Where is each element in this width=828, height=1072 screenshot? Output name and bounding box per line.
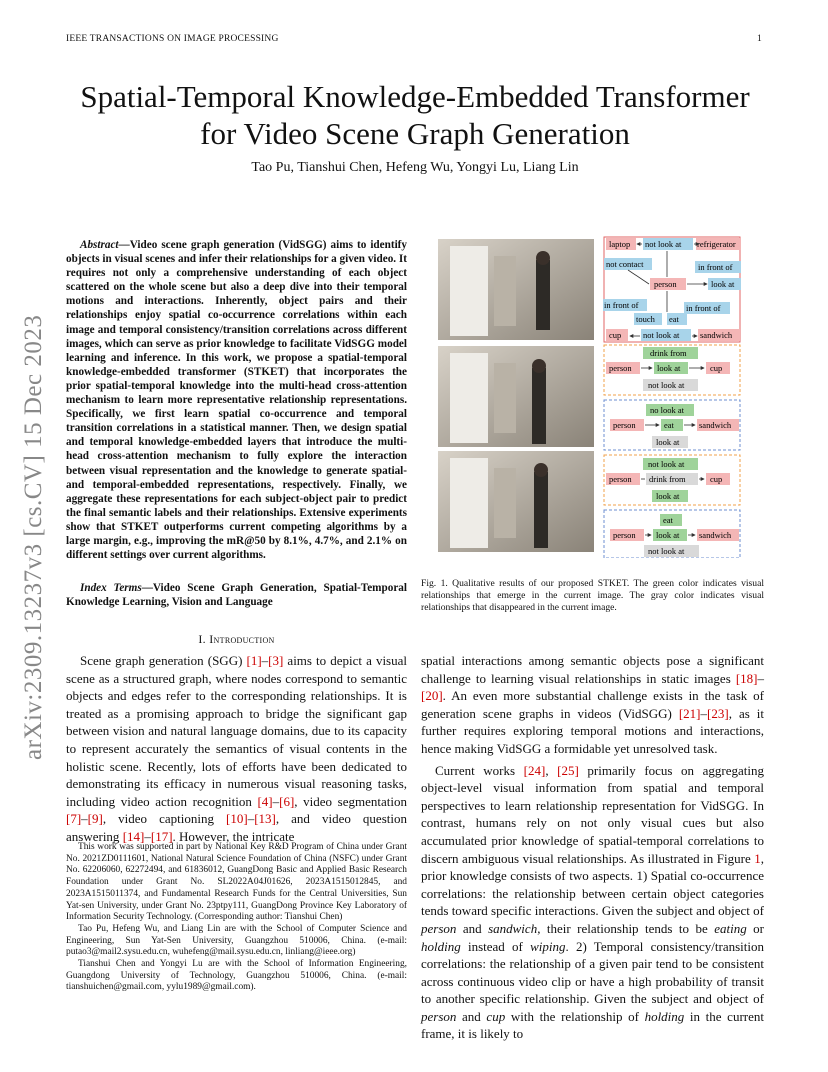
running-header: IEEE TRANSACTIONS ON IMAGE PROCESSING: [66, 34, 279, 44]
index-terms-text: —Video Scene Graph Generation, Spatial-Temporal Knowledge Learning, Vision and Language: [66, 582, 407, 609]
scene-graph-5: [604, 510, 740, 558]
g2-object: cup: [710, 363, 723, 373]
scene-graph-2: [604, 345, 740, 395]
text-run: holding: [644, 1008, 685, 1024]
figure-1: [438, 236, 742, 558]
citation-link[interactable]: [4]: [257, 793, 273, 809]
g4-edge-1: not look at: [648, 459, 685, 469]
text-run: , video captioning: [102, 811, 227, 827]
edge-touch: touch: [636, 314, 655, 324]
footnote-funding: This work was supported in part by National Key R&D Program of China under Grant No. 2021ZD0111601, National Natural Science Foundation of China (NSFC) under Grant No. 62206060, 62272494, and 61836012, GuangDong Basic and Applied Basic Research Foundation under Grant No. SL2022A04J01626, 2023A1515012845, and 2023A1515011374, and Fundamental Research Funds for the Central Universities, Sun Yat-sen University, under Grant No. 23ptpy111, GuangDong Province Key Laboratory of Information Security Technology. (Corresponding author: Tianshui Chen): [66, 842, 407, 923]
citation-link[interactable]: [6]: [279, 793, 295, 809]
text-run: wiping: [530, 938, 566, 954]
node-cup: cup: [609, 330, 622, 340]
citation-link[interactable]: [23]: [707, 705, 729, 721]
g4-edge-3: look at: [656, 491, 680, 501]
text-run: . However, the intricate: [172, 828, 295, 844]
text-run: with the relationship of: [505, 1008, 645, 1024]
g2-edge-2: look at: [657, 363, 681, 373]
scene-graph-4: [604, 455, 740, 505]
scene-graph-1: [603, 237, 741, 342]
text-run: spatial interactions among semantic objects pose a significant challenge to learning visual relationships in static images: [421, 653, 764, 686]
intro-paragraph-left: [66, 652, 407, 846]
text-run: instead of: [460, 938, 531, 954]
text-run: –: [700, 705, 708, 721]
text-run: –: [272, 793, 280, 809]
node-person: person: [654, 279, 677, 289]
text-run: person: [421, 920, 457, 936]
text-run: , as it further requires exploring temporal motions and interactions, hence making VidSGG a formidable yet unresolved task.: [421, 705, 764, 756]
citation-link[interactable]: [25]: [557, 762, 579, 778]
g3-subject: person: [613, 420, 636, 430]
node-laptop: laptop: [609, 239, 631, 249]
text-run: . 2) Temporal consistency/transition correlations: the relationship of a given pair tend to be consistent across continuous video clip or have a high probability of transit to another specific relationship. Given the subject and object of: [421, 938, 765, 1007]
text-run: primarily focus on aggregating object-level visual information from spatial and temporal perspectives to learn relationship representation for VidSGG. In contrast, humans rely on not only visual cues but also accumulated prior knowledge of spatial-temporal correlations to discern ambiguous visual relationships. As illustrated in Figure: [421, 762, 764, 866]
abstract-text: —Video scene graph generation (VidSGG) aims to identify objects in visual scenes and infer their relationships for a given video. It requires not only a comprehensive understanding of each object scattered on the whole scene but also a deep dive into their temporal motions and interactions. Inherently, object pairs and their relationships enjoy spatial co-occurrence correlations within each image and temporal consistency/transition correlations across different images, which can serve as prior knowledge to facilitate VidSGG model learning and inference. In this work, we propose a spatial-temporal knowledge-embedded transformer (STKET) that incorporates the prior spatial-temporal knowledge into the multi-head cross-attention mechanism to learn more representative relationship representations. Specifically, we first learn spatial co-occurrence and temporal transition correlations in a statistical manner. Then, we design spatial and temporal knowledge-embedded layers that introduce the multi-head cross-attention mechanism to fully explore the interaction between visual representation and the knowledge to generate spatial- and temporal-embedded representations, respectively. Finally, we aggregate these representations for each subject-object pair to predict the final semantic labels and their relationships. Extensive experiments show that STKET outperforms current competing algorithms by a large margin, e.g., improving the mR@50 by 8.1%, 4.7%, and 2.1% on different settings over current algorithms.: [66, 239, 407, 562]
text-run: , their relationship tends to be: [537, 920, 715, 936]
g5-object: sandwich: [699, 530, 732, 540]
footnote-affiliation-1: Tao Pu, Hefeng Wu, and Liang Lin are with the School of Computer Science and Engineering, Sun Yat-Sen University, Guangzhou 510006, China. (e-mail: putao3@mail2.sysu.edu.cn, wuhefeng@mail.sysu.edu.cn, linliang@ieee.org): [66, 923, 407, 958]
g3-object: sandwich: [699, 420, 732, 430]
text-run: person: [421, 1008, 457, 1024]
g2-subject: person: [609, 363, 632, 373]
edge-look-at: look at: [711, 279, 735, 289]
citation-link[interactable]: [20]: [421, 688, 443, 704]
intro-right-column: [421, 652, 764, 1047]
citation-link[interactable]: [21]: [678, 705, 701, 721]
text-run: eating: [714, 920, 747, 936]
text-run: ,: [545, 762, 558, 778]
g3-edge-3: look at: [656, 437, 680, 447]
text-run: , and video question answering: [66, 811, 407, 844]
text-run: –: [261, 653, 269, 668]
text-run: . An even more substantial challenge exists in the task of generation scene graphs in videos (VidSGG): [421, 688, 764, 721]
citation-link[interactable]: [3]: [268, 653, 284, 668]
index-terms: [66, 581, 407, 609]
g3-edge-1: no look at: [650, 405, 684, 415]
edge-not-look-at-2: not look at: [643, 330, 680, 340]
text-run: Current works: [435, 762, 524, 778]
scene-graph-3: [604, 400, 740, 450]
video-frame-1: [438, 239, 594, 340]
intro-paragraph-current-works: [421, 762, 764, 1044]
citation-link[interactable]: [17]: [150, 828, 173, 844]
footnote-affiliation-2: Tianshui Chen and Yongyi Lu are with the School of Information Engineering, Guangdong University of Technology, Guangzhou 510006, China. (e-mail: tianshuichen@gmail.com, yylu1989@gmail.com).: [66, 959, 407, 993]
edge-eat: eat: [669, 314, 679, 324]
citation-link[interactable]: [1]: [246, 653, 262, 668]
arxiv-identifier: arXiv:2309.13237v3 [cs.CV] 15 Dec 2023: [20, 314, 47, 760]
g2-edge-1: drink from: [650, 348, 687, 358]
citation-link[interactable]: [9]: [87, 811, 103, 827]
index-terms-label: Index Terms: [80, 582, 142, 594]
intro-paragraph-continued: [421, 652, 764, 758]
node-refrigerator: refrigerator: [697, 239, 736, 249]
video-frame-3: [438, 451, 594, 552]
text-run: sandwich: [488, 920, 538, 936]
g5-edge-2: look at: [656, 530, 680, 540]
edge-in-front-of-2: in front of: [604, 300, 639, 310]
citation-link[interactable]: [13]: [254, 811, 276, 827]
edge-not-look-at: not look at: [645, 239, 682, 249]
g5-edge-3: not look at: [648, 546, 685, 556]
text-run: holding: [421, 938, 461, 954]
text-run: , video segmentation: [294, 793, 407, 809]
g5-edge-1: eat: [663, 515, 673, 525]
node-sandwich: sandwich: [700, 330, 733, 340]
edge-not-contact: not contact: [606, 259, 644, 269]
g4-edge-2: drink from: [649, 474, 686, 484]
page-number: 1: [757, 34, 762, 44]
text-run: and: [456, 920, 489, 936]
footnote: [66, 842, 407, 994]
citation-link[interactable]: [7]: [66, 811, 82, 827]
text-run: –: [247, 811, 255, 827]
citation-link[interactable]: [10]: [226, 811, 248, 827]
g4-subject: person: [609, 474, 632, 484]
edge-in-front-of-3: in front of: [686, 303, 721, 313]
figure-caption: Fig. 1. Qualitative results of our proposed STKET. The green color indicates visual relationships that emerge in the current image. The gray color indicates visual relationships that disappeared in the current image.: [421, 578, 764, 613]
paper-title: Spatial-Temporal Knowledge-Embedded Transformer for Video Scene Graph Generation: [80, 79, 750, 151]
text-run: , prior knowledge consists of two aspects. 1) Spatial co-occurrence correlations: the relationship between certain object categories tends toward specific interactions. Given the subject and object of: [421, 850, 764, 919]
edge-in-front-of: in front of: [698, 262, 733, 272]
abstract-label: Abstract: [80, 239, 119, 251]
video-frame-2: [438, 346, 594, 447]
text-run: Scene graph generation (SGG): [80, 653, 247, 668]
citation-link[interactable]: [24]: [523, 762, 546, 778]
g3-edge-2: eat: [664, 420, 674, 430]
text-run: and: [456, 1008, 487, 1024]
text-run: –: [757, 670, 764, 686]
g4-object: cup: [710, 474, 723, 484]
text-run: –: [144, 828, 151, 844]
section-heading: [66, 632, 407, 647]
text-run: –: [81, 811, 88, 827]
g5-subject: person: [613, 530, 636, 540]
section-heading-text: I. Introduction: [198, 632, 275, 646]
text-run: in the current frame, it is likely to: [421, 1008, 764, 1042]
g2-edge-3: not look at: [648, 380, 685, 390]
citation-link[interactable]: [18]: [735, 670, 758, 686]
citation-link[interactable]: 1: [754, 850, 761, 866]
text-run: aims to depict a visual scene as a structured graph, where nodes correspond to semantic objects and edges refer to the corresponding relationships. It is treated as a promising approach to bridge the significant gap between vision and natural language domains, due to its capacity to represent accurately the semantics of visual contents in the holistic scene. Recently, lots of efforts have been dedicated to demonstrating its efficacy in numerous visual reasoning tasks, including video action recognition: [66, 653, 407, 809]
author-list: Tao Pu, Tianshui Chen, Hefeng Wu, Yongyi Lu, Liang Lin: [251, 160, 579, 175]
citation-link[interactable]: [14]: [122, 828, 145, 844]
text-run: cup: [486, 1008, 506, 1024]
abstract: [66, 238, 407, 562]
text-run: or: [746, 920, 764, 936]
